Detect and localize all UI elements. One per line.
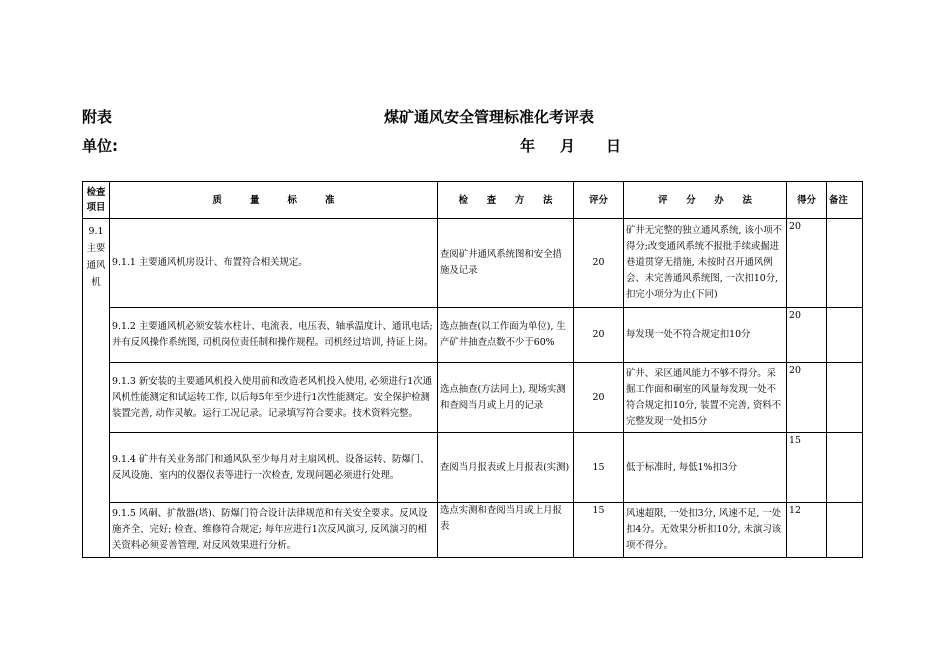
- score-cell: 20: [574, 219, 624, 308]
- month-label: 月: [560, 137, 576, 155]
- standard-cell: 9.1.3 新安装的主要通风机投入使用前和改造老风机投入使用, 必须进行1次通风机性能测定和试运转工作, 以后每5年至少进行1次性能测定。安全保护检测装置完善, 动作灵敏。运行工况记录。记录填写符合要求。技术资料完整。: [110, 363, 438, 433]
- table-row: [83, 363, 863, 433]
- table-row: [83, 219, 863, 308]
- assessment-table: [82, 181, 863, 558]
- standard-cell: 9.1.2 主要通风机必须安装水柱计、电流表、电压表、轴承温度计、通讯电话; 并有反风操作系统图, 司机岗位责任制和操作规程。司机经过培训, 持证上岗。: [110, 308, 438, 363]
- group-item-cell: 9.1主要通风机: [83, 219, 110, 558]
- table-row: [83, 308, 863, 363]
- scoring-method-cell: 每发现一处不符合规定扣10分: [624, 308, 787, 363]
- score-cell: 15: [574, 433, 624, 503]
- method-cell: 选点实测和查阅当月或上月报表: [438, 503, 574, 558]
- remark-cell: [827, 219, 863, 308]
- col-header-score: 评分: [574, 182, 624, 219]
- col-header-remark: 备注: [827, 182, 863, 219]
- method-cell: 选点抽查(以工作面为单位), 生产矿井抽查点数不少于60%: [438, 308, 574, 363]
- obtained-cell: 12: [787, 503, 827, 558]
- score-cell: 20: [574, 363, 624, 433]
- table-row: [83, 433, 863, 503]
- scoring-method-cell: 矿井、采区通风能力不够不得分。采掘工作面和硐室的风量每发现一处不符合规定扣10分, 装置不完善, 资料不完整发现一处扣5分: [624, 363, 787, 433]
- obtained-cell: 20: [787, 308, 827, 363]
- table-row: [83, 503, 863, 558]
- standard-cell: 9.1.5 风硐、扩散器(塔)、防爆门符合设计法律规范和有关安全要求。反风设施齐全、完好; 检查、维修符合规定; 每年应进行1次反风演习, 反风演习的相关资料必须妥善管理, 对反风效果进行分析。: [110, 503, 438, 558]
- standard-cell: 9.1.1 主要通风机房设计、布置符合相关规定。: [110, 219, 438, 308]
- method-cell: 选点抽查(方法同上), 现场实测和查阅当月或上月的记录: [438, 363, 574, 433]
- obtained-cell: 20: [787, 363, 827, 433]
- appendix-label: 附表: [82, 108, 113, 126]
- remark-cell: [827, 308, 863, 363]
- scoring-method-cell: 风速超限, 一处扣3分, 风速不足, 一处扣4分。无效果分析扣10分, 未演习该项不得分。: [624, 503, 787, 558]
- remark-cell: [827, 433, 863, 503]
- page-title: 煤矿通风安全管理标准化考评表: [384, 108, 595, 126]
- remark-cell: [827, 363, 863, 433]
- unit-label: 单位:: [82, 137, 118, 155]
- table-header-row: [83, 182, 863, 219]
- score-cell: 15: [574, 503, 624, 558]
- obtained-cell: 15: [787, 433, 827, 503]
- scoring-method-cell: 矿井无完整的独立通风系统, 该小项不得分;改变通风系统不报批手续或掘进巷道贯穿无措施, 未按时召开通风例会、未完善通风系统图, 一次扣10分, 扣完小项分为止(下同): [624, 219, 787, 308]
- scoring-method-cell: 低于标准时, 每低1%扣3分: [624, 433, 787, 503]
- col-header-method: 检 查 方 法: [438, 182, 574, 219]
- col-header-item: 检查项目: [83, 182, 110, 219]
- method-cell: 查阅当月报表或上月报表(实测): [438, 433, 574, 503]
- col-header-standard: 质 量 标 准: [110, 182, 438, 219]
- remark-cell: [827, 503, 863, 558]
- col-header-obtained: 得分: [787, 182, 827, 219]
- day-label: 日: [606, 137, 622, 155]
- score-cell: 20: [574, 308, 624, 363]
- method-cell: 查阅矿井通风系统图和安全措施及记录: [438, 219, 574, 308]
- year-label: 年: [520, 137, 536, 155]
- obtained-cell: 20: [787, 219, 827, 308]
- col-header-scoring-method: 评 分 办 法: [624, 182, 787, 219]
- standard-cell: 9.1.4 矿井有关业务部门和通风队至少每月对主扇风机、设备运转、防爆门、反风设施、室内的仪器仪表等进行一次检查, 发现问题必须进行处理。: [110, 433, 438, 503]
